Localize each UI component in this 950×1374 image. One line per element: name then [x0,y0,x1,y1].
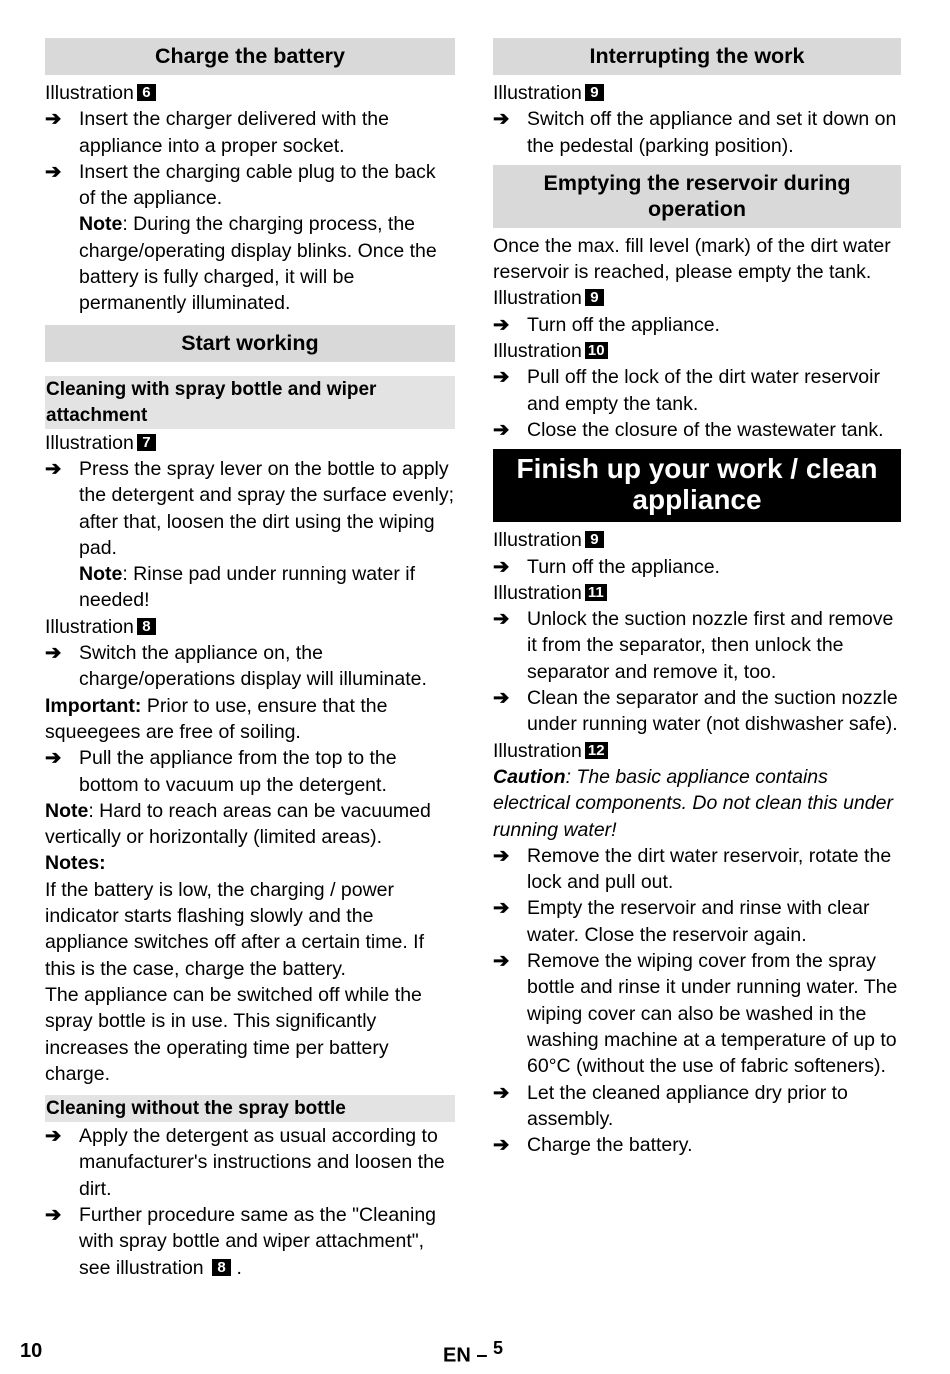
illustration-number: 8 [212,1259,231,1276]
interrupting-work-heading: Interrupting the work [493,38,901,75]
note: Note: Hard to reach areas can be vacuumed vertically or horizontally (limited areas). [45,799,431,849]
important-note: Important: Prior to use, ensure that the squeegees are free of soiling. [45,694,388,743]
instruction-step: ➔ Remove the wiping cover from the spray bottle and rinse it under running water. The wiping cover can also be washed in the washing machine at a temperature of up to 60°C (without the use of fabric softeners). [493,950,898,1078]
instruction-step: ➔ Pull off the lock of the dirt water reservoir and empty the tank. [493,366,880,415]
arrow-right-icon: ➔ [493,844,510,867]
instruction-step: ➔ Clean the separator and the suction nozzle under running water (not dishwasher safe). [493,687,898,736]
instruction-step: ➔ Insert the charging cable plug to the back of the appliance. [45,160,436,210]
left-column [45,38,455,1281]
illustration-number: 10 [585,342,608,359]
instruction-step: ➔ Apply the detergent as usual according to manufacturer's instructions and loosen the dirt. [45,1125,445,1200]
arrow-right-icon: ➔ [493,1134,510,1157]
notes-label: Notes: [45,852,106,875]
no-spray-bottle-heading: Cleaning without the spray bottle [45,1095,455,1122]
instruction-step: ➔ Remove the dirt water reservoir, rotate the lock and pull out. [493,844,892,894]
instruction-step: ➔ Pull the appliance from the top to the bottom to vacuum up the detergent. [45,747,397,796]
instruction-step: ➔ Unlock the suction nozzle first and remove it from the separator, then unlock the separator and remove it, too. [493,608,894,683]
illustration-number: 8 [137,618,156,635]
illustration-number: 6 [137,84,156,101]
illustration-ref: Illustration 6 [45,80,455,106]
arrow-right-icon: ➔ [45,108,62,131]
arrow-right-icon: ➔ [45,1125,62,1148]
illustration-ref: Illustration 9 [493,527,901,553]
illustration-number: 7 [137,434,156,451]
illustration-number: 9 [585,531,604,548]
caution-note: Caution: The basic appliance contains electrical components. Do not clean this under running water! [493,765,893,841]
instruction-step: ➔ Turn off the appliance. [493,312,901,338]
instruction-step: ➔ Close the closure of the wastewater tank. [493,417,901,443]
instruction-step: ➔ Charge the battery. [493,1132,901,1158]
arrow-right-icon: ➔ [493,555,510,578]
instruction-step: ➔ Turn off the appliance. [493,554,901,580]
note: Note: During the charging process, the charge/operating display blinks. Once the battery is fully charged, it will be permanently illuminated. [79,213,437,315]
instruction-step: ➔ Insert the charger delivered with the appliance into a proper socket. [45,108,390,157]
emptying-reservoir-heading: Emptying the reservoir during operation [493,165,901,228]
instruction-step: ➔ Empty the reservoir and rinse with clear water. Close the reservoir again. [493,897,870,946]
start-working-heading: Start working [45,325,455,362]
instruction-step: ➔ Switch the appliance on, the charge/operations display will illuminate. [45,642,427,691]
notes-paragraph: The appliance can be switched off while the spray bottle is in use. This significantly increases the operating time per battery charge. [45,983,422,1085]
arrow-right-icon: ➔ [493,897,510,920]
charge-battery-heading: Charge the battery [45,38,455,75]
illustration-ref: Illustration 10 [493,338,901,364]
illustration-number: 11 [585,584,607,601]
arrow-right-icon: ➔ [45,457,62,480]
spray-bottle-heading: Cleaning with spray bottle and wiper attachment [45,376,455,429]
arrow-right-icon: ➔ [493,366,510,389]
illustration-ref: Illustration 9 [493,80,901,106]
right-column [493,38,901,1158]
page-number: 10 [20,1340,43,1362]
arrow-right-icon: ➔ [45,642,62,665]
illustration-ref: Illustration 9 [493,285,901,311]
instruction-step: ➔ Let the cleaned appliance dry prior to assembly. [493,1081,848,1130]
arrow-right-icon: ➔ [493,108,510,131]
arrow-right-icon: ➔ [45,1203,62,1226]
arrow-right-icon: ➔ [493,313,510,336]
notes-paragraph: If the battery is low, the charging / power indicator starts flashing slowly and the appliance switches off after a certain time. If this is the case, charge the battery. [45,878,424,980]
language-page-marker: EN – $^5$ [443,1338,504,1367]
illustration-number: 9 [585,84,604,101]
illustration-number: 12 [585,742,608,759]
instruction-step: ➔ Press the spray lever on the bottle to apply the detergent and spray the surface evenly; after that, loosen the dirt using the wiping pad. [45,457,455,559]
arrow-right-icon: ➔ [493,950,510,973]
illustration-ref: Illustration 7 [45,430,455,456]
arrow-right-icon: ➔ [493,1081,510,1104]
illustration-ref: Illustration 11 [493,580,901,606]
arrow-right-icon: ➔ [493,418,510,441]
illustration-ref: Illustration 12 [493,738,901,764]
arrow-right-icon: ➔ [493,608,510,631]
arrow-right-icon: ➔ [45,747,62,770]
illustration-number: 9 [585,289,604,306]
illustration-ref: Illustration 8 [45,614,455,640]
arrow-right-icon: ➔ [45,160,62,183]
paragraph: Once the max. fill level (mark) of the dirt water reservoir is reached, please empty the tank. [493,234,891,284]
note: Note: Rinse pad under running water if needed! [79,563,416,612]
finish-up-heading: Finish up your work / clean appliance [493,449,901,522]
arrow-right-icon: ➔ [493,687,510,710]
instruction-step: ➔ Switch off the appliance and set it down on the pedestal (parking position). [493,108,897,157]
instruction-step: ➔ Further procedure same as the "Cleaning with spray bottle and wiper attachment", see illustration 8 . [45,1203,437,1279]
